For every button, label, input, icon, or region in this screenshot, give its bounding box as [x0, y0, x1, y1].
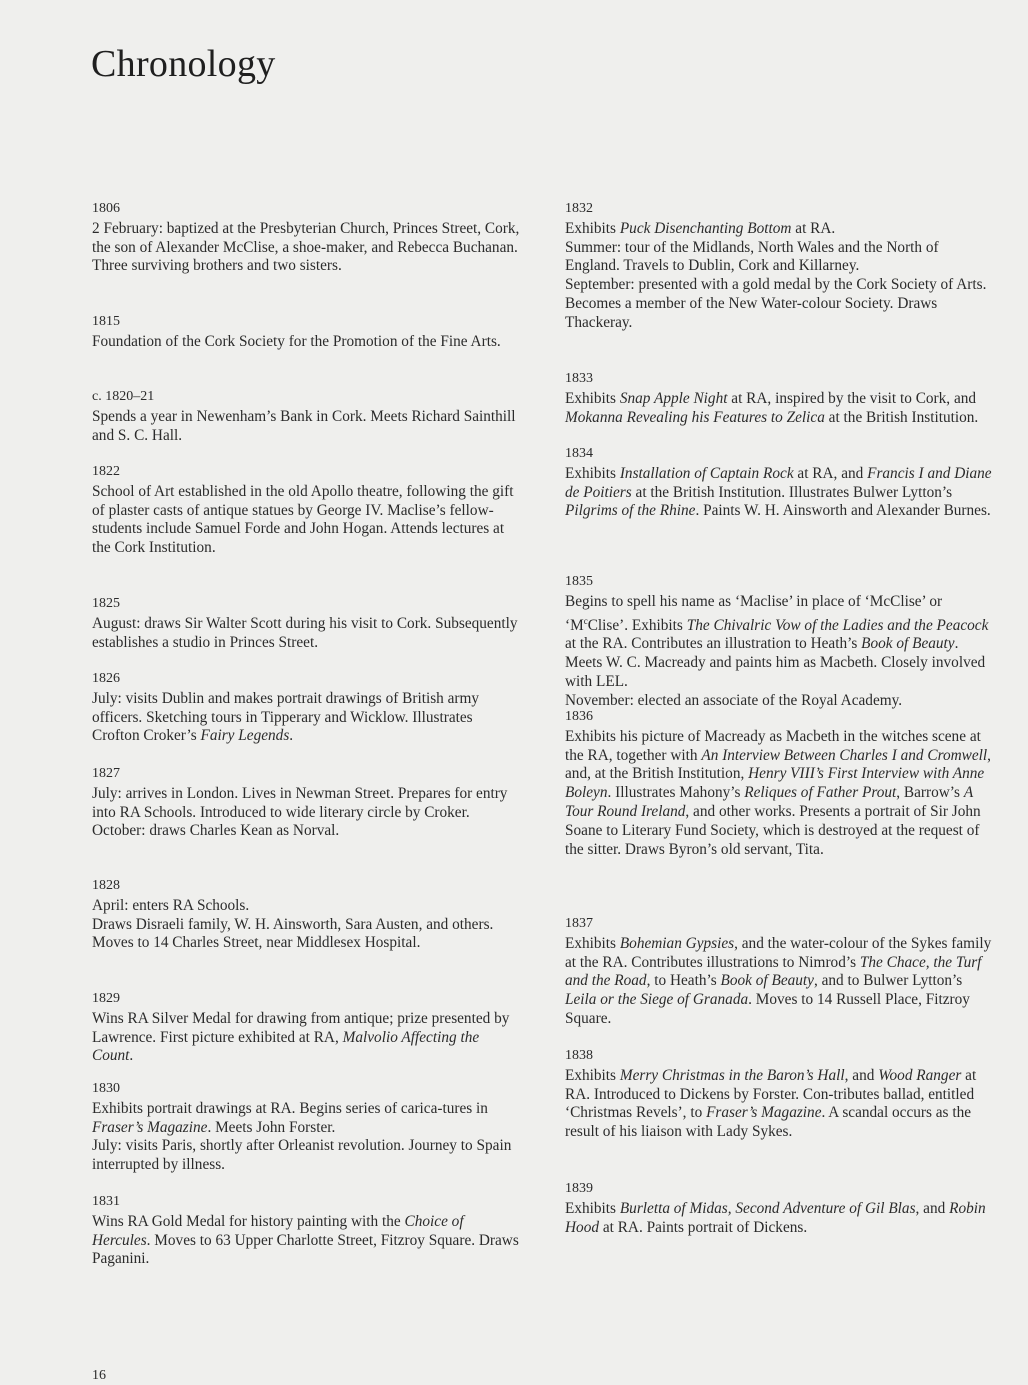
- entry-year: 1825: [92, 596, 120, 611]
- chronology-entry: [92, 200, 522, 276]
- chronology-entry: [565, 370, 995, 427]
- chronology-entry: [92, 313, 522, 352]
- entry-year: 1839: [565, 1181, 593, 1196]
- entry-text: Spends a year in Newenham’s Bank in Cork. Meets Richard Sainthill and S. C. Hall.: [92, 407, 516, 444]
- entry-year: 1837: [565, 916, 593, 931]
- entry-year: 1806: [92, 201, 120, 216]
- chronology-entry: [565, 1180, 995, 1237]
- entry-year: 1826: [92, 671, 120, 686]
- chronology-entry: [92, 765, 522, 841]
- entry-year: 1822: [92, 464, 120, 479]
- chronology-entry: [92, 990, 522, 1066]
- entry-year: 1829: [92, 991, 120, 1006]
- entry-year: 1815: [92, 314, 120, 329]
- entry-text: Exhibits Merry Christmas in the Baron’s Hall, and Wood Ranger at RA. Introduced to Dickens by Forster. Con-tributes ballad, entitled ‘Christmas Revels’, to Fraser’s Magazine. A scandal occurs as the result of his liaison with Lady Sykes.: [565, 1066, 977, 1141]
- chronology-entry: [92, 1080, 522, 1175]
- chronology-entry: [565, 573, 995, 711]
- page-title: Chronology: [91, 43, 276, 85]
- entry-year: 1831: [92, 1194, 120, 1209]
- entry-text: Exhibits Snap Apple Night at RA, inspired by the visit to Cork, and Mokanna Revealing his Features to Zelica at the British Institution.: [565, 389, 979, 426]
- entry-year: c. 1820–21: [92, 389, 155, 404]
- chronology-entry: [565, 708, 995, 859]
- entry-text: August: draws Sir Walter Scott during his visit to Cork. Subsequently establishes a studio in Princes Street.: [92, 614, 518, 651]
- entry-year: 1838: [565, 1048, 593, 1063]
- chronology-entry: [565, 915, 995, 1029]
- entry-text: Exhibits Puck Disenchanting Bottom at RA. Summer: tour of the Midlands, North Wales and the North of England. Travels to Dublin, Cork and Killarney. September: presented with a gold medal by the Cork Society of Arts. Becomes a member of the New Water-colour Society. Draws Thackeray.: [565, 219, 987, 331]
- entry-text: Foundation of the Cork Society for the Promotion of the Fine Arts.: [92, 332, 501, 350]
- chronology-entry: [92, 388, 522, 445]
- entry-year: 1827: [92, 766, 120, 781]
- entry-year: 1836: [565, 709, 593, 724]
- entry-text: Exhibits Bohemian Gypsies, and the water-colour of the Sykes family at the RA. Contributes illustrations to Nimrod’s The Chace, the Turf and the Road, to Heath’s Book of Beauty, and to Bulwer Lytton’s Leila or the Siege of Granada. Moves to 14 Russell Place, Fitzroy Square.: [565, 934, 992, 1027]
- page-number: 16: [92, 1368, 106, 1383]
- entry-text: Exhibits portrait drawings at RA. Begins series of carica-tures in Fraser’s Magazine. Meets John Forster. July: visits Paris, shortly after Orleanist revolution. Journey to Spain interrupted by illness.: [92, 1099, 512, 1174]
- entry-text: April: enters RA Schools. Draws Disraeli family, W. H. Ainsworth, Sara Austen, and others. Moves to 14 Charles Street, near Middlesex Hospital.: [92, 896, 494, 952]
- entry-text: Wins RA Silver Medal for drawing from antique; prize presented by Lawrence. First picture exhibited at RA, Malvolio Affecting the Count.: [92, 1009, 510, 1065]
- entry-text: 2 February: baptized at the Presbyterian Church, Princes Street, Cork, the son of Alexander McClise, a shoe-maker, and Rebecca Buchanan. Three surviving brothers and two sisters.: [92, 219, 520, 275]
- chronology-entry: [565, 445, 995, 521]
- chronology-entry: [565, 200, 995, 333]
- entry-year: 1835: [565, 574, 593, 589]
- entry-year: 1832: [565, 201, 593, 216]
- entry-year: 1834: [565, 446, 593, 461]
- entry-text: Exhibits Burletta of Midas, Second Adventure of Gil Blas, and Robin Hood at RA. Paints portrait of Dickens.: [565, 1199, 986, 1236]
- chronology-entry: [92, 670, 522, 746]
- entry-text: Begins to spell his name as ‘Maclise’ in place of ‘McClise’ or ‘$M^cClise$’. Exhibits The Chivalric Vow of the Ladies and the Peacock at the RA. Contributes an illustration to Heath’s Book of Beauty. Meets W. C. Macready and paints him as Macbeth. Closely involved with LEL. November: elected an associate of the Royal Academy.: [565, 592, 989, 709]
- chronology-entry: [92, 1193, 522, 1269]
- chronology-entry: [92, 595, 522, 652]
- chronology-entry: [92, 463, 522, 558]
- entry-text: School of Art established in the old Apollo theatre, following the gift of plaster casts of antique statues by George IV. Maclise’s fellow-students include Samuel Forde and John Hogan. Attends lectures at the Cork Institution.: [92, 482, 514, 557]
- entry-text: July: arrives in London. Lives in Newman Street. Prepares for entry into RA Schools. Introduced to wide literary circle by Croker. October: draws Charles Kean as Norval.: [92, 784, 508, 840]
- entry-text: Wins RA Gold Medal for history painting with the Choice of Hercules. Moves to 63 Upper Charlotte Street, Fitzroy Square. Draws Paganini.: [92, 1212, 519, 1268]
- chronology-entry: [92, 877, 522, 953]
- entry-year: 1830: [92, 1081, 120, 1096]
- chronology-entry: [565, 1047, 995, 1142]
- entry-text: Exhibits Installation of Captain Rock at RA, and Francis I and Diane de Poitiers at the British Institution. Illustrates Bulwer Lytton’s Pilgrims of the Rhine. Paints W. H. Ainsworth and Alexander Burnes.: [565, 464, 992, 520]
- entry-text: July: visits Dublin and makes portrait drawings of British army officers. Sketching tours in Tipperary and Wicklow. Illustrates Crofton Croker’s Fairy Legends.: [92, 689, 480, 745]
- entry-text: Exhibits his picture of Macready as Macbeth in the witches scene at the RA, together with An Interview Between Charles I and Cromwell, and, at the British Institution, Henry VIII’s First Interview with Anne Boleyn. Illustrates Mahony’s Reliques of Father Prout, Barrow’s A Tour Round Ireland, and other works. Presents a portrait of Sir John Soane to Literary Fund Society, which is destroyed at the request of the sitter. Draws Byron’s old servant, Tita.: [565, 727, 991, 858]
- entry-year: 1828: [92, 878, 120, 893]
- entry-year: 1833: [565, 371, 593, 386]
